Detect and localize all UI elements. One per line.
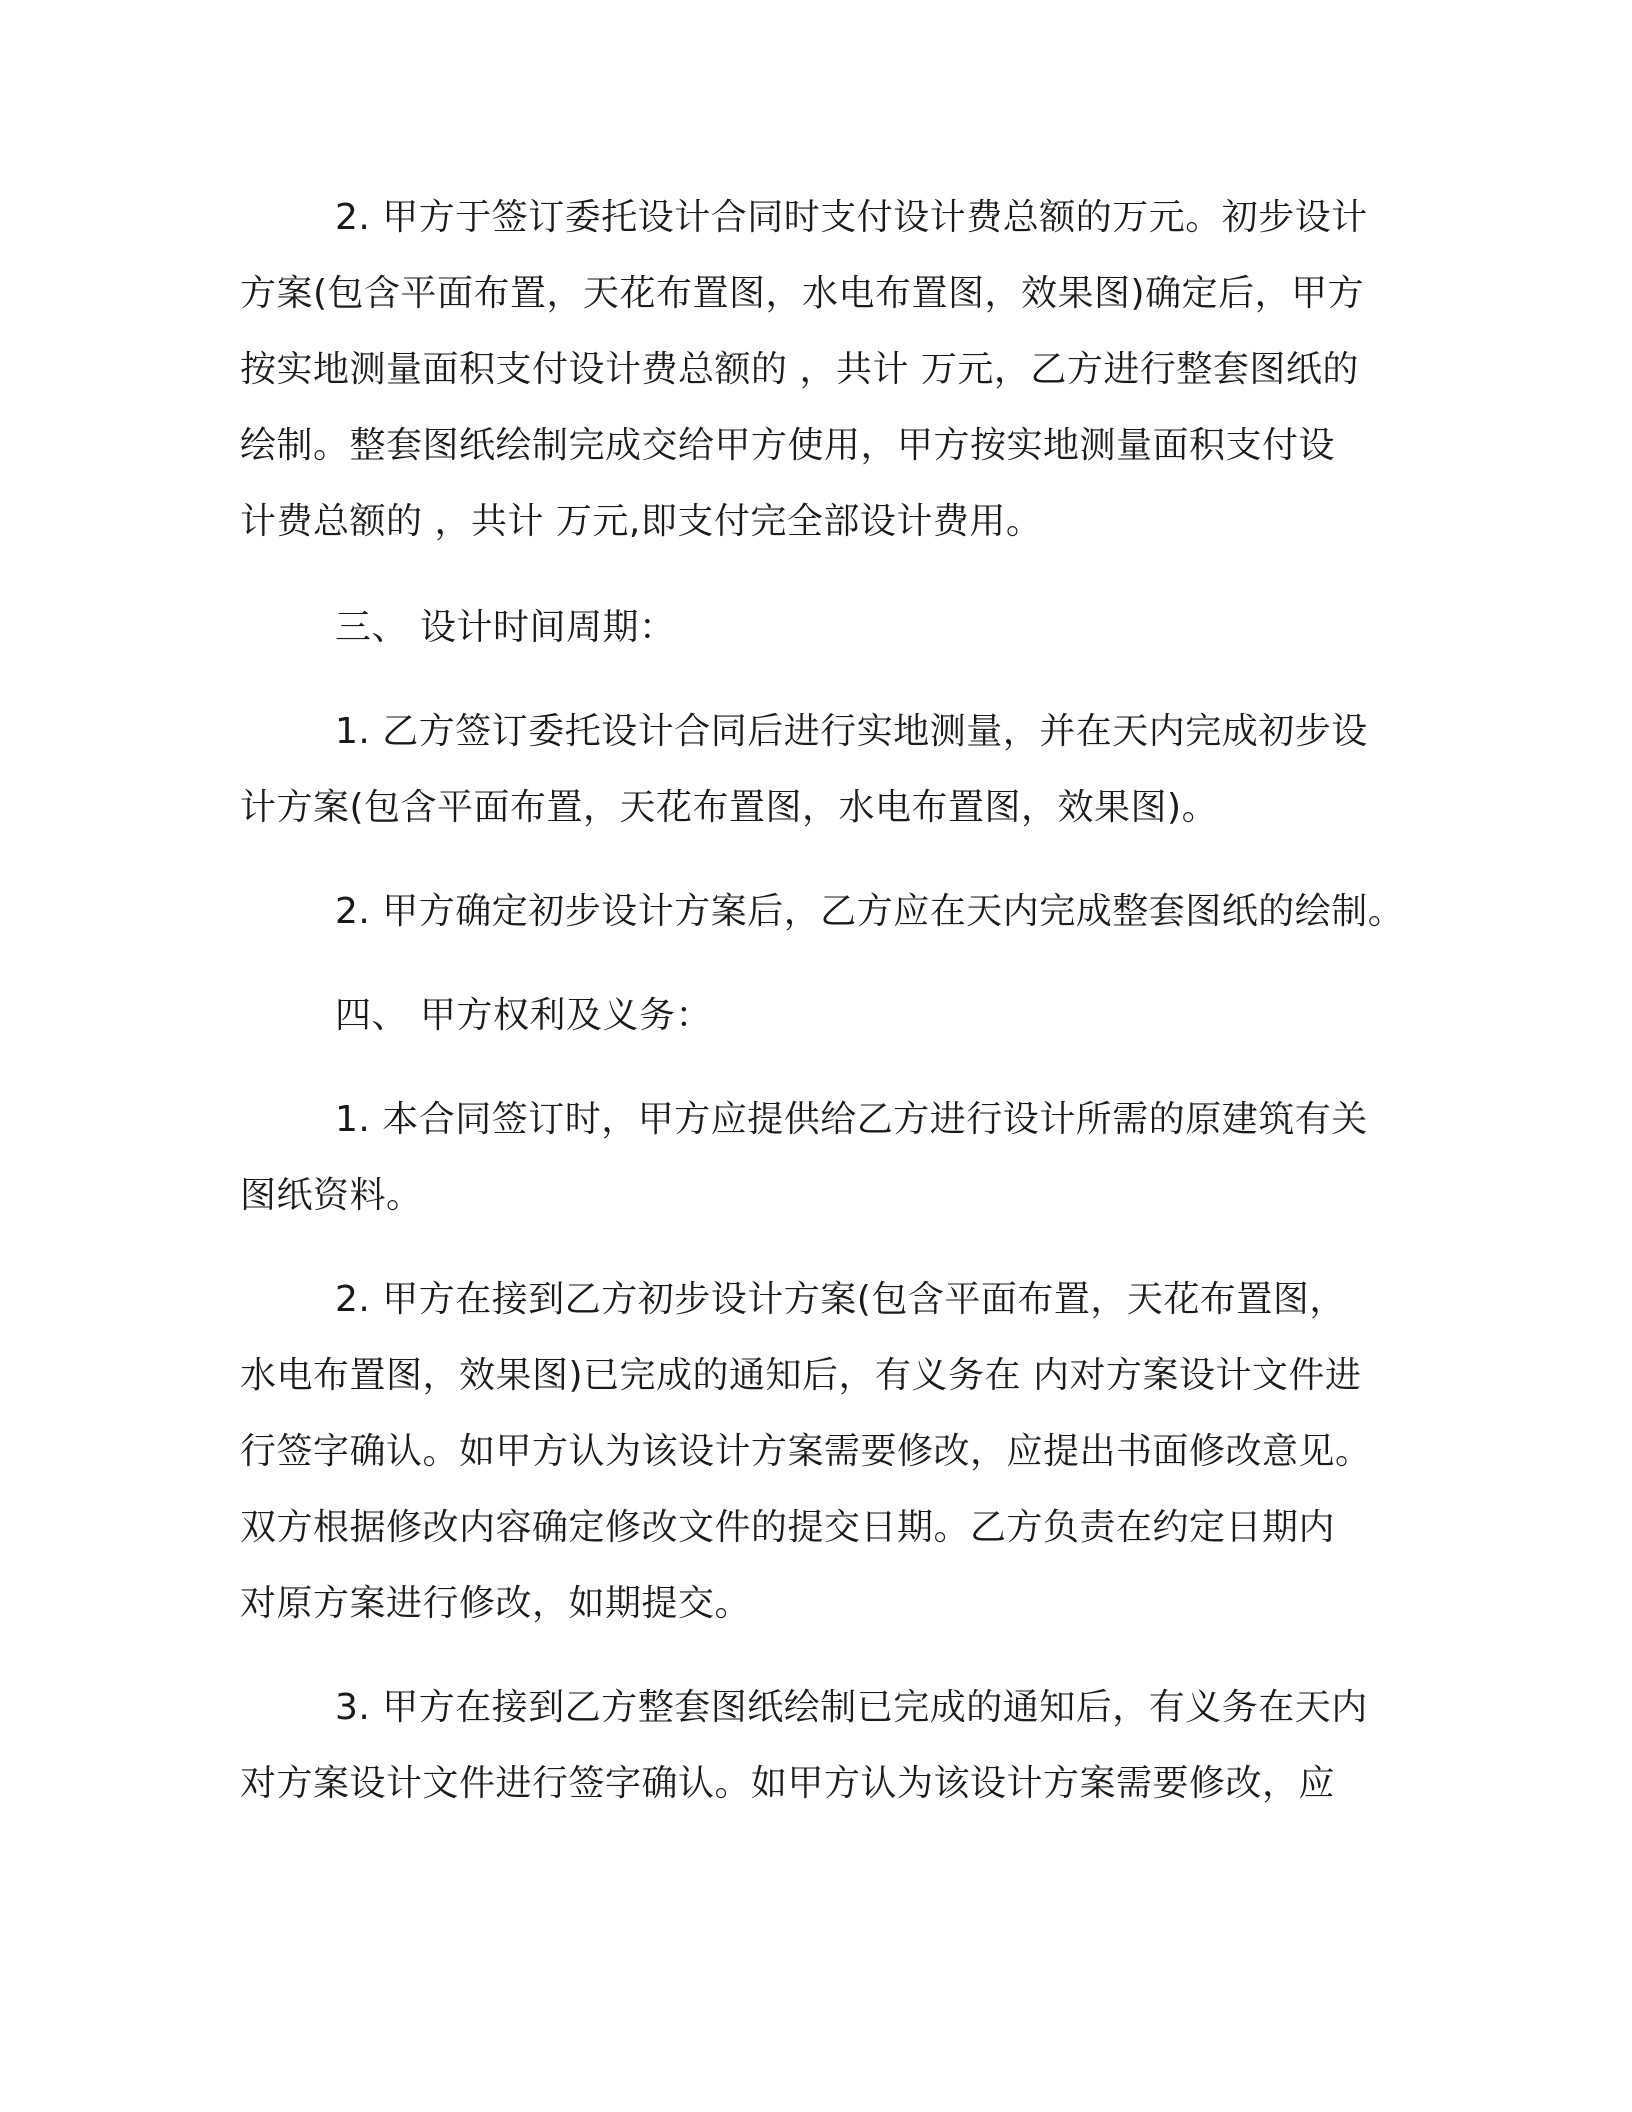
text-line: 绘制。整套图纸绘制完成交给甲方使用，甲方按实地测量面积支付设: [240, 425, 1336, 466]
text-line: 2. 甲方于签订委托设计合同时支付设计费总额的万元。初步设计: [335, 197, 1368, 238]
text-line: 1. 本合同签订时，甲方应提供给乙方进行设计所需的原建筑有关: [335, 1099, 1368, 1140]
text-line: 对原方案进行修改，如期提交。: [240, 1583, 752, 1624]
text-line: 图纸资料。: [240, 1175, 423, 1216]
text-line: 行签字确认。如甲方认为该设计方案需要修改，应提出书面修改意见。: [240, 1431, 1372, 1472]
text-line: 计费总额的 ，共计 万元,即支付完全部设计费用。: [240, 501, 1043, 542]
text-line: 1. 乙方签订委托设计合同后进行实地测量，并在天内完成初步设: [335, 711, 1368, 752]
text-line: 2. 甲方在接到乙方初步设计方案(包含平面布置，天花布置图，: [335, 1279, 1346, 1320]
text-line: 方案(包含平面布置，天花布置图，水电布置图，效果图)确定后，甲方: [240, 273, 1365, 314]
text-line: 按实地测量面积支付设计费总额的 ，共计 万元，乙方进行整套图纸的: [240, 349, 1359, 390]
text-line: 双方根据修改内容确定修改文件的提交日期。乙方负责在约定日期内: [240, 1507, 1336, 1548]
text-line: 对方案设计文件进行签字确认。如甲方认为该设计方案需要修改，应: [240, 1763, 1336, 1804]
text-line: 水电布置图，效果图)已完成的通知后，有义务在 内对方案设计文件进: [240, 1355, 1362, 1396]
text-line: 2. 甲方确定初步设计方案后，乙方应在天内完成整套图纸的绘制。: [335, 891, 1405, 932]
text-line: 计方案(包含平面布置，天花布置图，水电布置图，效果图)。: [240, 787, 1219, 828]
text-line: 3. 甲方在接到乙方整套图纸绘制已完成的通知后，有义务在天内: [335, 1687, 1368, 1728]
section-heading: 三、 设计时间周期：: [335, 607, 676, 648]
section-heading: 四、 甲方权利及义务：: [335, 995, 712, 1036]
